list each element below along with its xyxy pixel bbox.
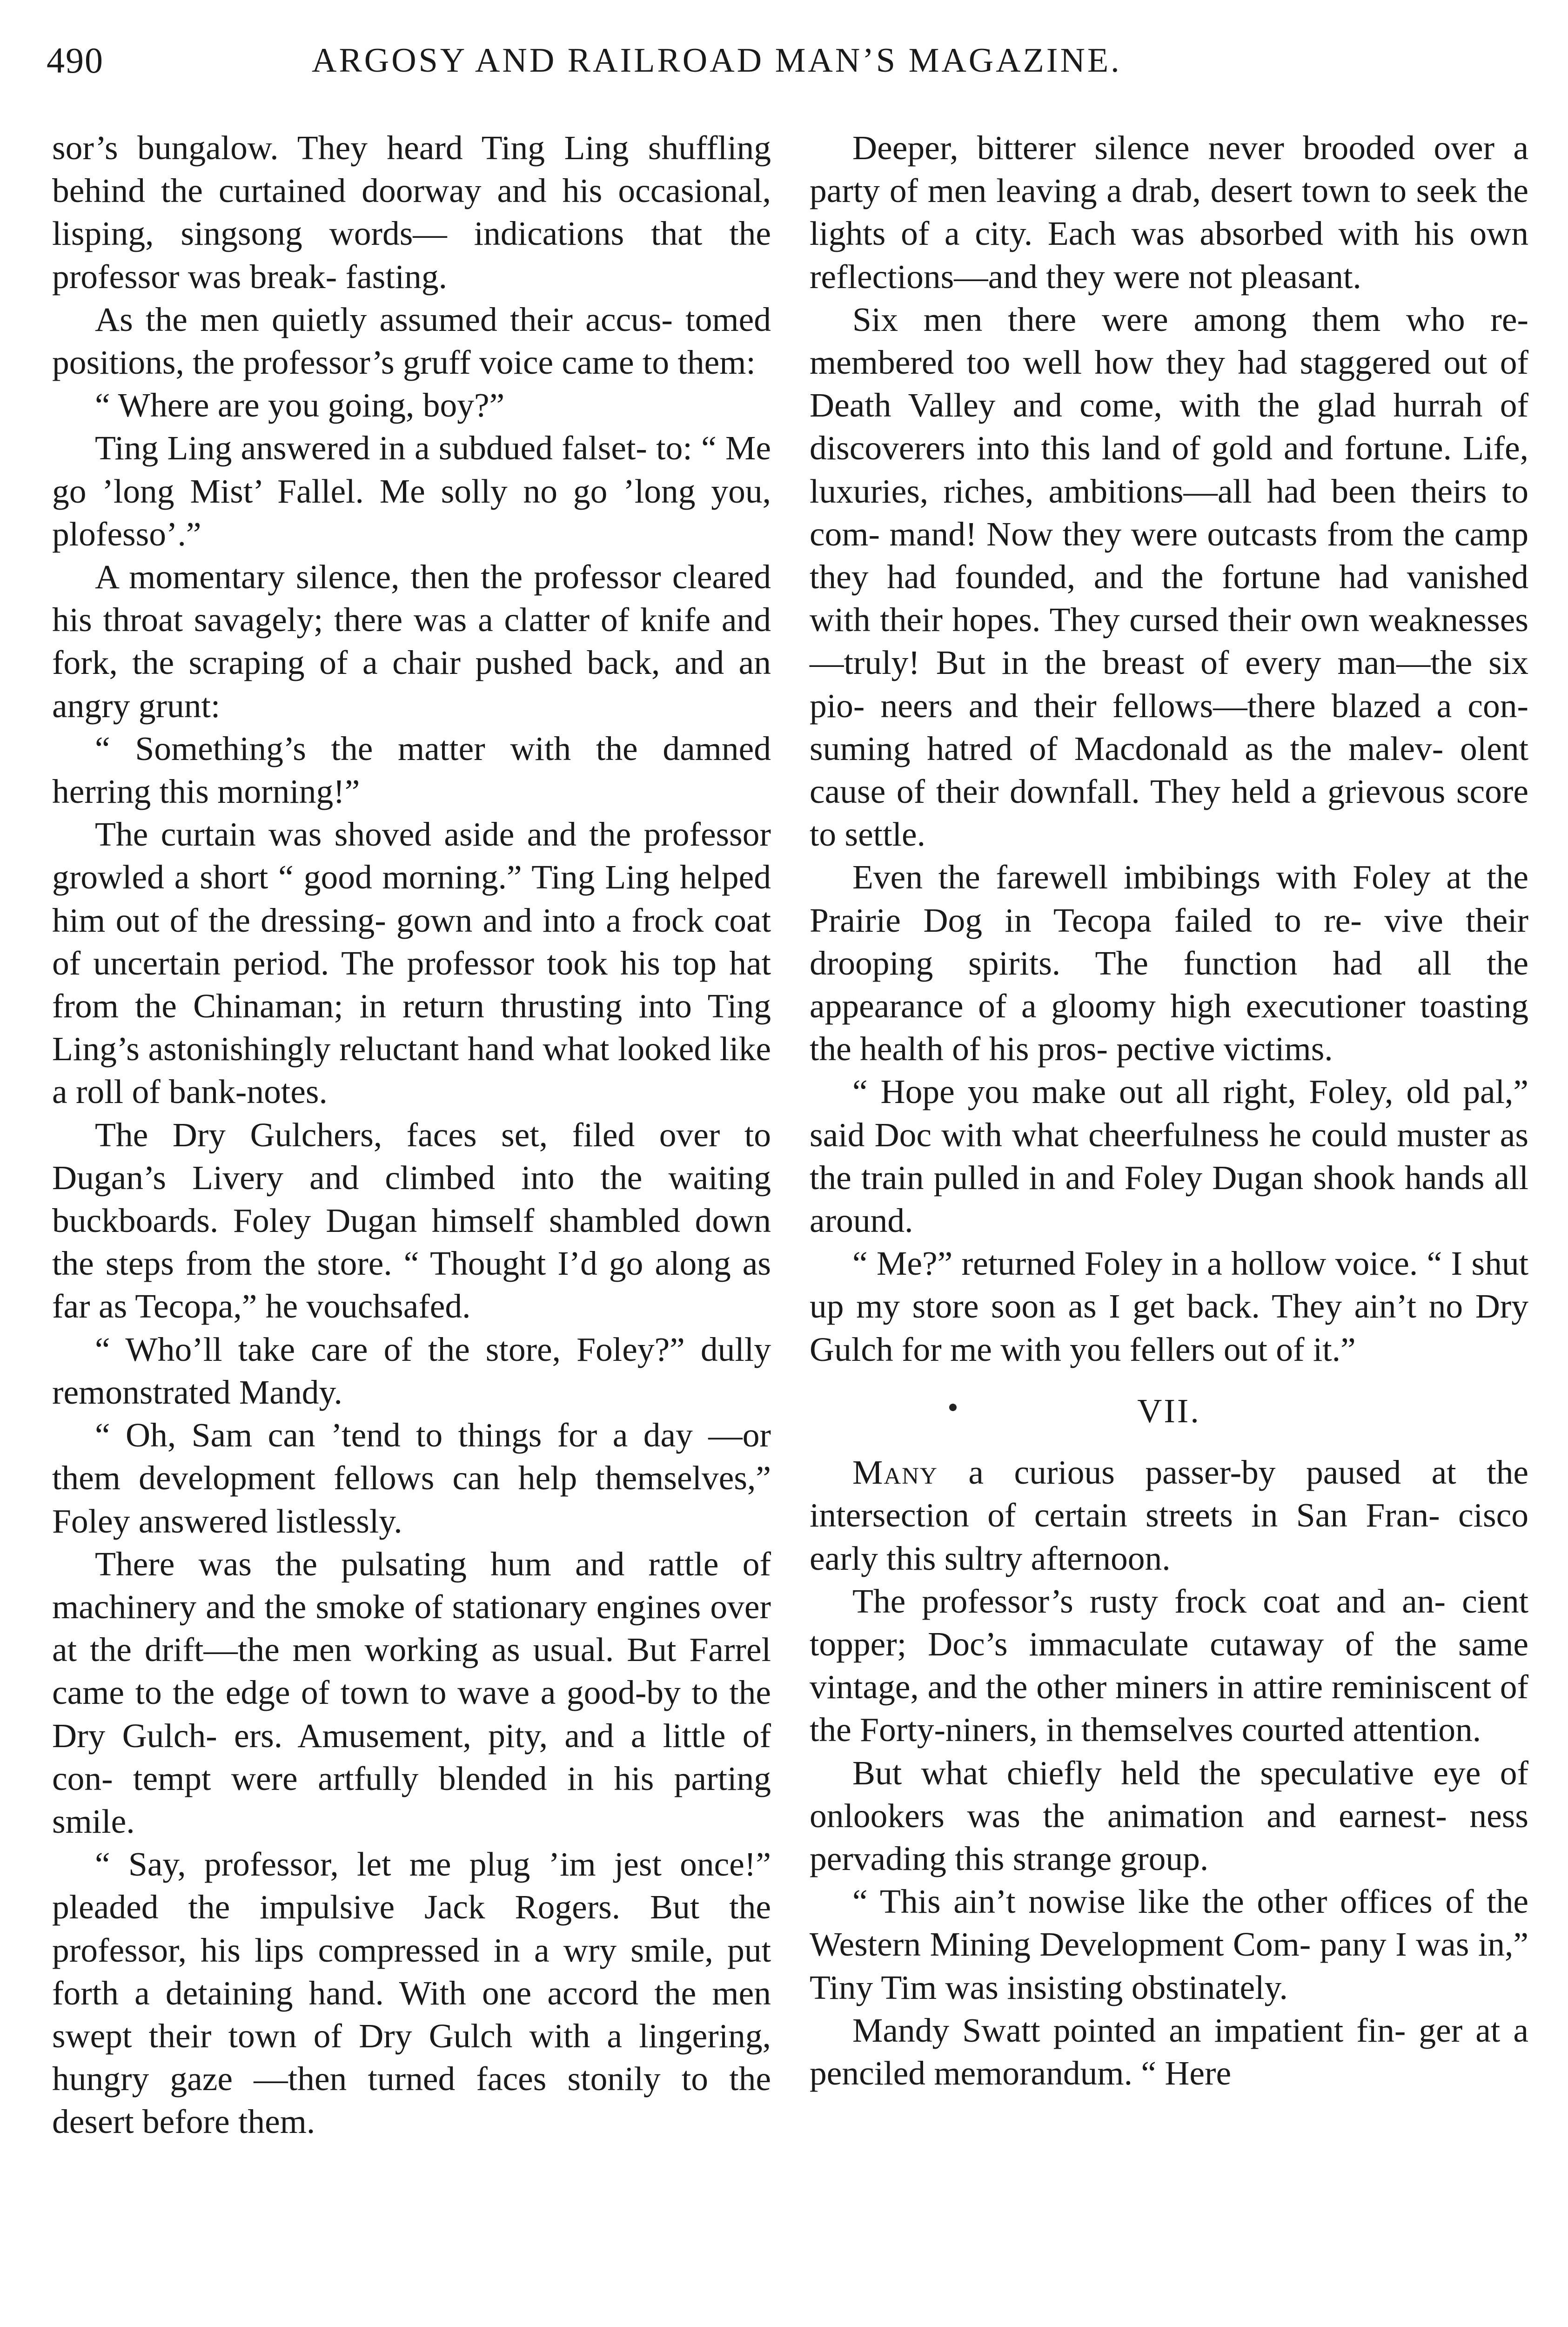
- paragraph: Ting Ling answered in a subdued falset- to: “ Me go ’long Mist’ Fallel. Me solly no go ’long you, plofesso’.”: [52, 429, 771, 553]
- paragraph: “ Something’s the matter with the damned herring this morning!”: [52, 729, 771, 811]
- paragraph: “ Where are you going, boy?”: [95, 386, 505, 424]
- paragraph: “ Hope you make out all right, Foley, old pal,” said Doc with what cheerfulness he could muster as the train pulled in and Foley Dugan shook hands all around.: [810, 1073, 1528, 1240]
- paragraph: As the men quietly assumed their accus- tomed positions, the professor’s gruff voice came to them:: [52, 300, 771, 382]
- page-number: 490: [47, 40, 104, 81]
- paragraph: “ Say, professor, let me plug ’im jest once!” pleaded the impulsive Jack Rogers. But the professor, his lips compressed in a wry smile, put forth a detaining hand. With one accord the men swept their town of Dry Gulch with a lingering, hungry gaze —then turned faces stonily to the desert before them.: [52, 1845, 771, 2141]
- right-column: [810, 127, 1528, 2095]
- paragraph: sor’s bungalow. They heard Ting Ling shuffling behind the curtained doorway and his occasional, lisping, singsong words— indications that the professor was break- fasting.: [52, 129, 771, 296]
- section-opening-paragraph: [810, 1451, 1528, 1580]
- paragraph: Even the farewell imbibings with Foley at the Prairie Dog in Tecopa failed to re- vive their drooping spirits. The function had all the appearance of a gloomy high executioner toasting the health of his pros- pective victims.: [810, 858, 1528, 1068]
- opening-text: a curious passer-by paused at the intersection of certain streets in San Fran- cisco early this sultry afternoon.: [810, 1453, 1528, 1577]
- paragraph: Mandy Swatt pointed an impatient fin- ger at a penciled memorandum. “ Here: [810, 2011, 1528, 2092]
- paragraph: The professor’s rusty frock coat and an- cient topper; Doc’s immaculate cutaway of the same vintage, and the other miners in attire reminiscent of the Forty-niners, in themselves courted attention.: [810, 1582, 1528, 1749]
- bullet-dot-icon: [949, 1404, 957, 1411]
- left-column: [52, 127, 771, 2144]
- paragraph: “ This ain’t nowise like the other offices of the Western Mining Development Com- pany I was in,” Tiny Tim was insisting obstinately.: [810, 1883, 1528, 2006]
- paragraph: A momentary silence, then the professor cleared his throat savagely; there was a clatter of knife and fork, the scraping of a chair pushed back, and an angry grunt:: [52, 558, 771, 725]
- paragraph: “ Me?” returned Foley in a hollow voice. “ I shut up my store soon as I get back. They ain’t no Dry Gulch for me with you fellers out of it.”: [810, 1244, 1528, 1368]
- section-heading: [810, 1390, 1528, 1433]
- page-header: [47, 35, 1521, 86]
- paragraph: But what chiefly held the speculative eye of onlookers was the animation and earnest- ness pervading this strange group.: [810, 1754, 1528, 1877]
- paragraph: Six men there were among them who re- membered too well how they had staggered out of Death Valley and come, with the glad hurrah of discoverers into this land of gold and fortune. Life, luxuries, riches, ambitions—all had been theirs to com- mand! Now they were outcasts from the camp they had founded, and the fortune had vanished with their hopes. They cursed their own weaknesses—truly! But in the breast of every man—the six pio- neers and their fellows—there blazed a con- suming hatred of Macdonald as the malev- olent cause of their downfall. They held a grievous score to settle.: [810, 300, 1528, 854]
- paragraph: The Dry Gulchers, faces set, filed over to Dugan’s Livery and climbed into the waiting buckboards. Foley Dugan himself shambled down the steps from the store. “ Thought I’d go along as far as Tecopa,” he vouchsafed.: [52, 1116, 771, 1325]
- paragraph: There was the pulsating hum and rattle of machinery and the smoke of stationary engines over at the drift—the men working as usual. But Farrel came to the edge of town to wave a good-by to the Dry Gulch- ers. Amusement, pity, and a little of con- tempt were artfully blended in his parting smile.: [52, 1545, 771, 1840]
- running-title: ARGOSY AND RAILROAD MAN’S MAGAZINE.: [312, 41, 1122, 80]
- paragraph: The curtain was shoved aside and the professor growled a short “ good morning.” Ting Ling helped him out of the dressing- gown and into a frock coat of uncertain period. The professor took his top hat from the Chinaman; in return thrusting into Ting Ling’s astonishingly reluctant hand what looked like a roll of bank-notes.: [52, 815, 771, 1111]
- paragraph: “ Oh, Sam can ’tend to things for a day —or them development fellows can help themselves,” Foley answered listlessly.: [52, 1416, 771, 1540]
- drop-word: Many: [852, 1453, 938, 1492]
- paragraph: Deeper, bitterer silence never brooded over a party of men leaving a drab, desert town to seek the lights of a city. Each was absorbed with his own reflections—and they were not pleasant.: [810, 129, 1528, 296]
- paragraph: “ Who’ll take care of the store, Foley?” dully remonstrated Mandy.: [52, 1330, 771, 1411]
- section-number: VII.: [1137, 1392, 1201, 1430]
